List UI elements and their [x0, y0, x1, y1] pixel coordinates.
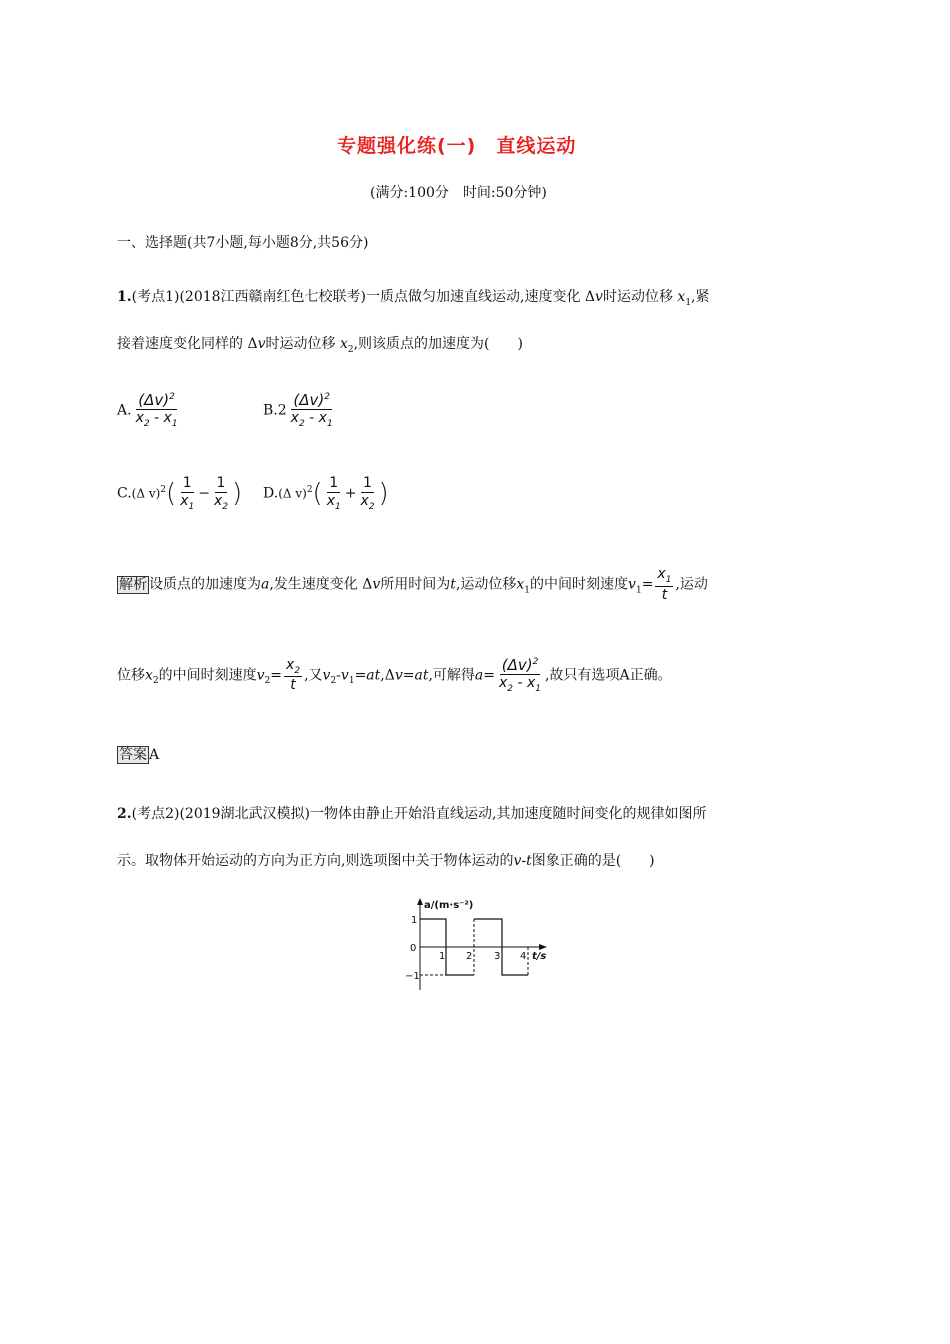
- analysis-text: 的中间时刻速度: [158, 667, 257, 684]
- var-x: x: [135, 410, 144, 426]
- square: 2: [160, 485, 167, 496]
- fraction: $\frac{1}{x_1}$: [326, 475, 341, 512]
- square: 2: [324, 392, 330, 402]
- equation: =at: [354, 667, 381, 684]
- option-b: [263, 391, 337, 430]
- var-x: x: [145, 667, 153, 684]
- paren-right: ): [231, 478, 243, 509]
- delta-v: (Δv): [293, 391, 325, 409]
- q1-text: 时运动位移: [602, 289, 678, 305]
- page-subtitle: (满分:100分 时间:50分钟): [370, 185, 547, 201]
- minus-sign: −: [198, 485, 210, 502]
- fraction: $\frac{x_1}{t}$: [657, 566, 672, 603]
- question-number: 1.: [117, 289, 132, 305]
- fraction: $\frac{(\Delta v)^2}{x_2 - x_1}$: [499, 656, 542, 694]
- analysis-text: 的中间时刻速度: [530, 576, 629, 593]
- option-c: [117, 475, 242, 512]
- origin-label: 0: [410, 943, 417, 954]
- delta-v: (Δ v): [131, 486, 161, 501]
- analysis-text: ,发生速度变化 Δ: [269, 576, 373, 593]
- x-tick-label: 4: [520, 951, 527, 962]
- paren-left: (: [166, 478, 177, 509]
- q1-text: 接着速度变化同样的 Δ: [117, 336, 258, 352]
- coefficient: 2: [277, 402, 287, 419]
- q1-text: 时运动位移: [265, 336, 340, 352]
- y-tick-label: −1: [405, 971, 420, 982]
- subscript: 1: [635, 585, 642, 596]
- option-label: C.: [117, 485, 132, 502]
- y-axis-arrow: [417, 898, 423, 905]
- analysis-text: ,Δ: [380, 667, 395, 684]
- option-label: B.: [263, 402, 278, 419]
- var-t: t: [450, 576, 456, 593]
- var-v: v: [372, 576, 381, 593]
- x-tick-label: 2: [466, 951, 473, 962]
- subscript: 1: [685, 297, 692, 308]
- question-2-line-1: [117, 803, 706, 823]
- subscript: 2: [347, 344, 354, 355]
- section-heading: 一、选择题(共7小题,每小题8分,共56分): [117, 235, 369, 251]
- q2-text: 图象正确的是( ): [531, 853, 655, 869]
- q1-text: ,则该质点的加速度为( ): [353, 336, 523, 352]
- question-1-line-2: [117, 333, 523, 355]
- analysis-text: 位移: [117, 667, 145, 684]
- analysis-text: ,运动: [675, 576, 708, 593]
- q2-text: (考点2)(2019湖北武汉模拟)一物体由静止开始沿直线运动,其加速度随时间变化的规律如图所: [131, 806, 707, 822]
- y-axis-label: a/(m·s⁻²): [424, 900, 474, 911]
- answer-label: 答案: [119, 747, 147, 763]
- option-d: [263, 475, 389, 512]
- option-label: A.: [117, 402, 132, 419]
- answer-value: A: [149, 747, 160, 763]
- var-x: x: [163, 410, 172, 426]
- answer-line: [117, 744, 159, 764]
- delta-v: (Δ v): [278, 486, 307, 501]
- var-a: a: [261, 576, 270, 593]
- q1-text: (考点1)(2018江西赣南红色七校联考)一质点做匀加速直线运动,速度变化 Δ: [131, 289, 596, 305]
- analysis-text: ,故只有选项A正确。: [545, 667, 672, 684]
- page-title: 专题强化练(一) 直线运动: [337, 135, 577, 157]
- fraction: $\frac{(\Delta v)^2}{x_2 - x_1}$: [135, 391, 178, 429]
- question-2-line-2: [117, 850, 655, 870]
- var-a: a: [474, 667, 484, 684]
- analysis-line-2: 位移$x_2$的中间时刻速度$v_2=$ $\frac{x_2}{t}$ ,又$v_2-v_1=at,\Delta v=at$,可解得a= $\frac{(\Delta v)^2}{x_2 - x_1}$ ,故只有选项A正确。: [117, 656, 672, 694]
- subscript: 1: [524, 585, 531, 596]
- subscript: 1: [171, 418, 178, 429]
- var-x: x: [516, 576, 525, 593]
- analysis-text: 设质点的加速度为: [149, 576, 261, 593]
- option-a: [117, 391, 182, 430]
- subscript: 2: [264, 676, 271, 687]
- vt-label: v-t: [513, 853, 532, 869]
- var-x: x: [677, 289, 686, 305]
- subscript: 1: [326, 418, 333, 429]
- paren-right: ): [378, 478, 389, 509]
- subscript: 2: [143, 418, 150, 429]
- q2-text: 示。取物体开始运动的方向为正方向,则选项图中关于物体运动的: [117, 853, 514, 869]
- var-v: v: [595, 289, 603, 305]
- equation: =at: [402, 667, 429, 684]
- var-v: v: [394, 667, 403, 684]
- analysis-text: ,可解得: [428, 667, 475, 684]
- analysis-text: ,运动位移: [455, 576, 517, 593]
- analysis-text: ,又: [304, 667, 323, 684]
- q1-text: ,紧: [691, 289, 710, 305]
- subscript: 2: [298, 418, 305, 429]
- var-x: x: [318, 410, 327, 426]
- analysis-line-1: 解析 设质点的加速度为a,发生速度变化 Δv所用时间为t,运动位移$x_1$的中间时刻速度$v_1=$ $\frac{x_1}{t}$ ,运动: [119, 566, 708, 603]
- option-label: D.: [263, 485, 279, 502]
- x-axis-label: t/s: [532, 951, 547, 962]
- fraction: $\frac{1}{x_2}$: [213, 475, 228, 512]
- var-v: v: [340, 667, 349, 684]
- subscript: 2: [152, 676, 159, 687]
- x-axis-arrow: [539, 944, 547, 950]
- analysis-text: 所用时间为: [380, 576, 451, 593]
- x-tick-label: 3: [494, 951, 501, 962]
- fraction: $\frac{(\Delta v)^2}{x_2 - x_1}$: [290, 391, 333, 429]
- var-v: v: [257, 336, 266, 352]
- var-v: v: [322, 667, 331, 684]
- square: 2: [169, 392, 175, 402]
- paren-left: (: [312, 478, 323, 509]
- fraction: $\frac{1}{x_2}$: [360, 475, 375, 512]
- y-tick-label: 1: [411, 915, 418, 926]
- square: 2: [306, 485, 313, 496]
- acceleration-time-graph: [398, 895, 558, 995]
- plus-sign: +: [344, 485, 357, 502]
- question-number: 2.: [117, 806, 132, 822]
- var-x: x: [339, 336, 348, 352]
- question-1-line-1: [117, 286, 710, 308]
- var-v: v: [628, 576, 636, 593]
- fraction: $\frac{x_2}{t}$: [286, 656, 301, 694]
- fraction: $\frac{1}{x_1}$: [180, 475, 195, 512]
- var-x: x: [290, 410, 299, 426]
- delta-v: (Δv): [138, 391, 170, 409]
- analysis-label: 解析: [119, 576, 147, 593]
- var-v: v: [256, 667, 265, 684]
- x-tick-label: 1: [439, 951, 446, 962]
